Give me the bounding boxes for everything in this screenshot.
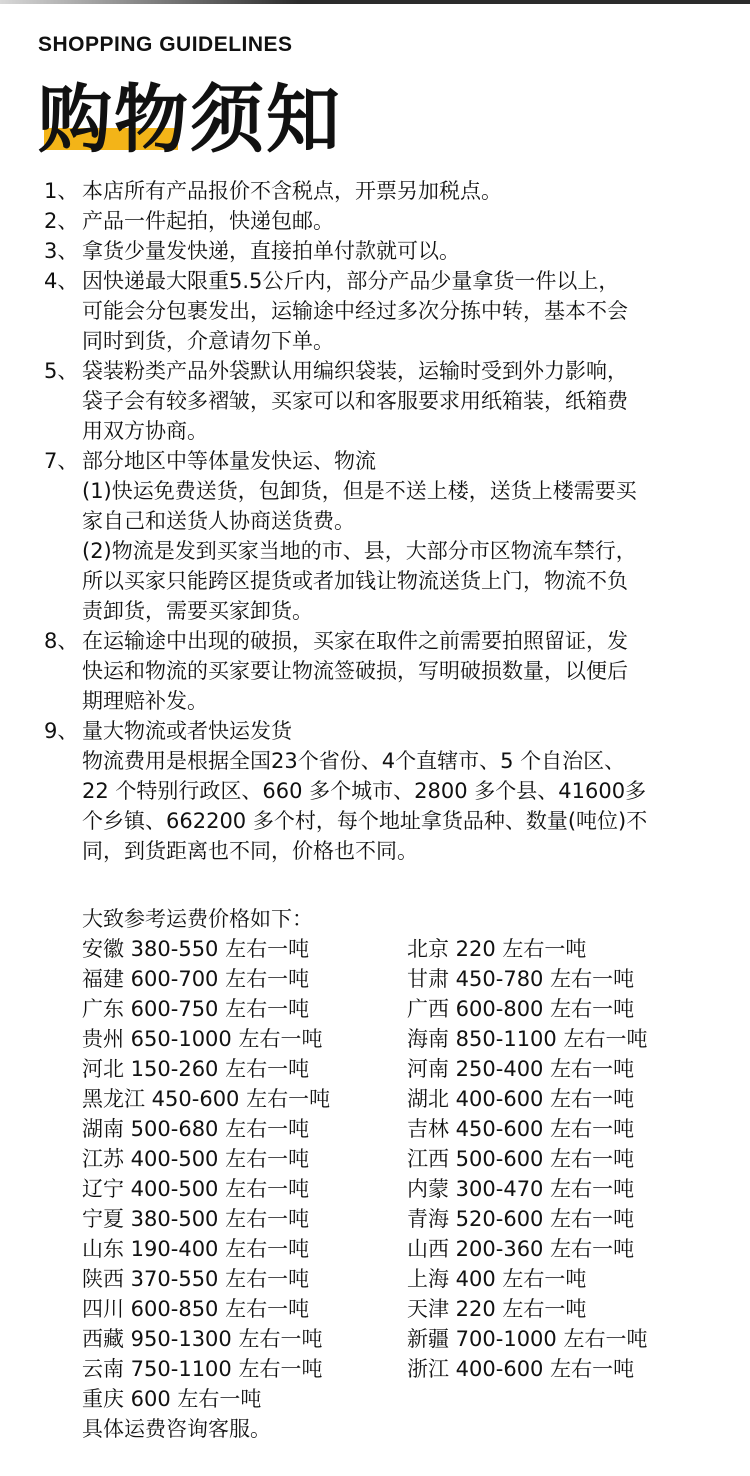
guideline-text-line: 袋装粉类产品外袋默认用编织袋装，运输时受到外力影响， [82, 359, 628, 383]
guideline-text-line: 责卸货，需要买家卸货。 [82, 599, 313, 623]
price-heading: 大致参考运费价格如下： [82, 907, 313, 931]
guideline-text-line: 可能会分包裹发出，运输途中经过多次分拣中转，基本不会 [82, 299, 628, 323]
price-entry: 河南 250-400 左右一吨 [407, 1057, 635, 1081]
price-entry: 宁夏 380-500 左右一吨 [82, 1207, 310, 1231]
guideline-text-line: 同时到货，介意请勿下单。 [82, 329, 334, 353]
guideline-item [0, 626, 750, 716]
section-eyebrow: SHOPPING GUIDELINES [38, 33, 293, 56]
guideline-item [0, 356, 750, 446]
guideline-text-line: 期理赔补发。 [82, 689, 208, 713]
price-table [82, 934, 707, 1414]
guideline-number: 8、 [44, 629, 79, 653]
price-entry: 四川 600-850 左右一吨 [82, 1297, 310, 1321]
guideline-number: 7、 [44, 449, 79, 473]
guideline-item [0, 206, 750, 236]
price-entry: 北京 220 左右一吨 [407, 937, 587, 961]
price-entry: 重庆 600 左右一吨 [82, 1387, 262, 1411]
price-entry: 海南 850-1100 左右一吨 [407, 1027, 648, 1051]
price-entry: 陕西 370-550 左右一吨 [82, 1267, 310, 1291]
guideline-text-line: 产品一件起拍，快递包邮。 [82, 209, 334, 233]
top-divider-bar [0, 0, 750, 4]
price-entry: 湖南 500-680 左右一吨 [82, 1117, 310, 1141]
guideline-text-line: 同，到货距离也不同，价格也不同。 [82, 839, 418, 863]
price-entry: 青海 520-600 左右一吨 [407, 1207, 635, 1231]
guideline-number: 9、 [44, 719, 79, 743]
guideline-text-line: 因快递最大限重5.5公斤内，部分产品少量拿货一件以上， [82, 269, 620, 293]
price-entry: 广东 600-750 左右一吨 [82, 997, 310, 1021]
guideline-text-line: 个乡镇、662200 多个村，每个地址拿货品种、数量(吨位)不 [82, 809, 648, 833]
guideline-text-line: 物流费用是根据全国23个省份、4个直辖市、5 个自治区、 [82, 749, 626, 773]
guideline-item [0, 446, 750, 626]
price-entry: 云南 750-1100 左右一吨 [82, 1357, 323, 1381]
guideline-text-line: 部分地区中等体量发快运、物流 [82, 449, 376, 473]
price-entry: 浙江 400-600 左右一吨 [407, 1357, 635, 1381]
price-entry: 福建 600-700 左右一吨 [82, 967, 310, 991]
price-entry: 辽宁 400-500 左右一吨 [82, 1177, 310, 1201]
price-entry: 安徽 380-550 左右一吨 [82, 937, 310, 961]
price-entry: 甘肃 450-780 左右一吨 [407, 967, 635, 991]
price-entry: 内蒙 300-470 左右一吨 [407, 1177, 635, 1201]
guideline-text-line: 拿货少量发快递，直接拍单付款就可以。 [82, 239, 460, 263]
guideline-number: 5、 [44, 359, 79, 383]
price-entry: 天津 220 左右一吨 [407, 1297, 587, 1321]
guideline-text-line: 量大物流或者快运发货 [82, 719, 292, 743]
guideline-text-line: 所以买家只能跨区提货或者加钱让物流送货上门，物流不负 [82, 569, 628, 593]
price-entry [407, 1384, 707, 1414]
guideline-text-line: (2)物流是发到买家当地的市、县，大部分市区物流车禁行， [82, 539, 637, 563]
guideline-text-line: 快运和物流的买家要让物流签破损，写明破损数量，以便后 [82, 659, 628, 683]
guideline-number: 2、 [44, 209, 79, 233]
guideline-text-line: 本店所有产品报价不含税点，开票另加税点。 [82, 179, 502, 203]
price-entry: 江西 500-600 左右一吨 [407, 1147, 635, 1171]
price-entry: 河北 150-260 左右一吨 [82, 1057, 310, 1081]
title-block [38, 78, 342, 162]
price-footer-note: 具体运费咨询客服。 [82, 1417, 271, 1441]
price-entry: 西藏 950-1300 左右一吨 [82, 1327, 323, 1351]
price-entry: 新疆 700-1000 左右一吨 [407, 1327, 648, 1351]
freight-price-section [82, 904, 707, 1444]
guideline-text-line: 22 个特别行政区、660 多个城市、2800 多个县、41600多 [82, 779, 647, 803]
price-entry: 上海 400 左右一吨 [407, 1267, 587, 1291]
price-entry: 江苏 400-500 左右一吨 [82, 1147, 310, 1171]
price-entry: 湖北 400-600 左右一吨 [407, 1087, 635, 1111]
guideline-item [0, 176, 750, 206]
guideline-item [0, 236, 750, 266]
guideline-text-line: 用双方协商。 [82, 419, 208, 443]
price-entry: 广西 600-800 左右一吨 [407, 997, 635, 1021]
guideline-text-line: 袋子会有较多褶皱，买家可以和客服要求用纸箱装，纸箱费 [82, 389, 628, 413]
price-entry: 黑龙江 450-600 左右一吨 [82, 1087, 331, 1111]
guideline-item [0, 716, 750, 866]
guideline-number: 3、 [44, 239, 79, 263]
price-entry: 山西 200-360 左右一吨 [407, 1237, 635, 1261]
guideline-item [0, 266, 750, 356]
guideline-text-line: 在运输途中出现的破损，买家在取件之前需要拍照留证，发 [82, 629, 628, 653]
guideline-text-line: 家自己和送货人协商送货费。 [82, 509, 355, 533]
guideline-text-line: (1)快运免费送货，包卸货，但是不送上楼，送货上楼需要买 [82, 479, 637, 503]
page-title: 购物须知 [38, 77, 342, 163]
price-entry: 贵州 650-1000 左右一吨 [82, 1027, 323, 1051]
guideline-list [0, 176, 750, 866]
price-entry: 山东 190-400 左右一吨 [82, 1237, 310, 1261]
guideline-number: 4、 [44, 269, 79, 293]
guideline-number: 1、 [44, 179, 79, 203]
price-entry: 吉林 450-600 左右一吨 [407, 1117, 635, 1141]
